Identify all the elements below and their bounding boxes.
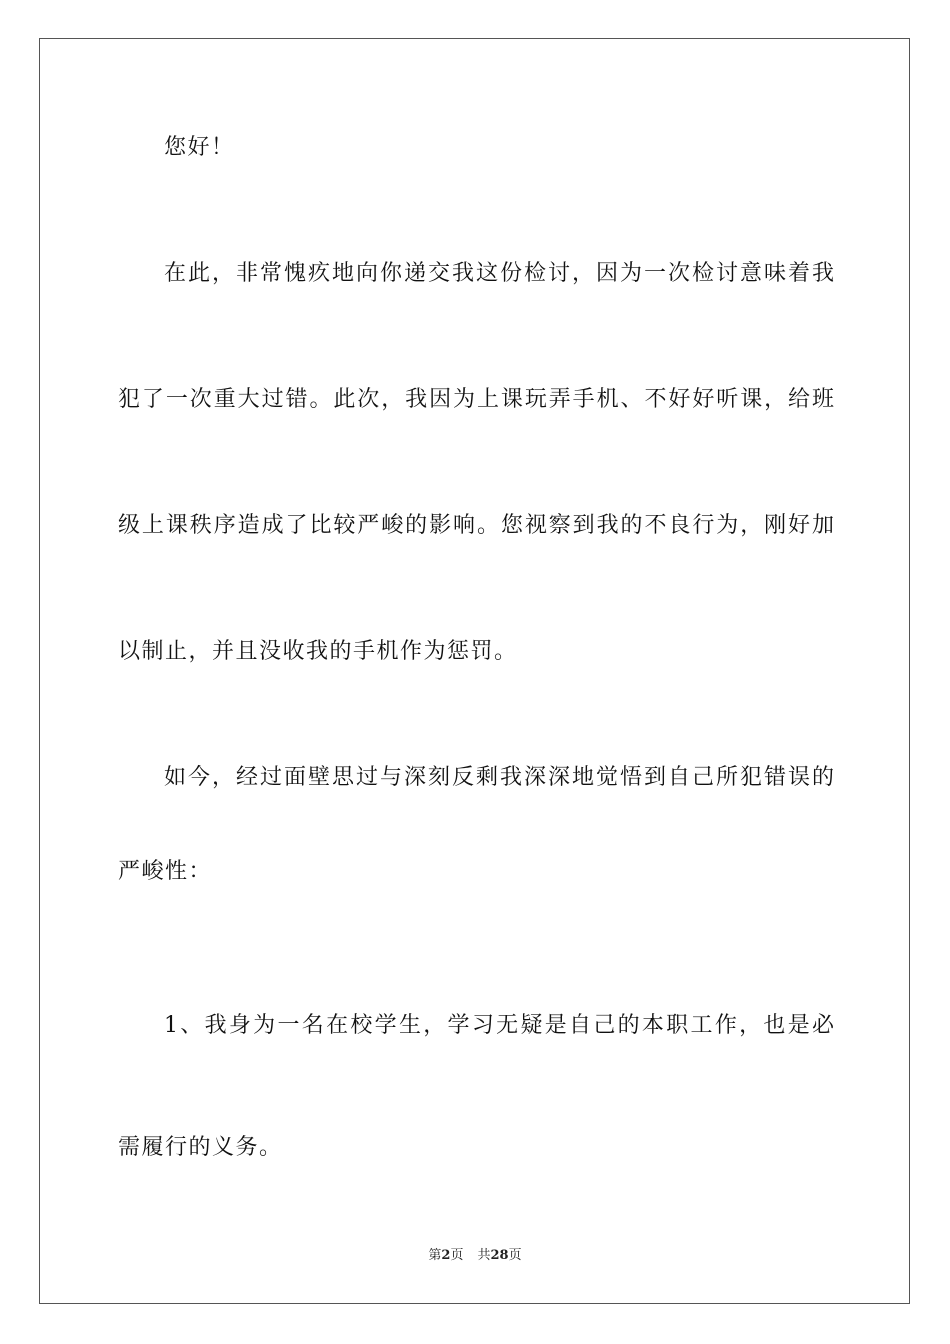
body-line-5: 如今，经过面壁思过与深刻反剩我深深地觉悟到自己所犯错误的 bbox=[164, 765, 834, 790]
footer-total-suffix: 页 bbox=[508, 1248, 522, 1263]
footer-page-prefix: 第 bbox=[428, 1248, 442, 1263]
greeting-line: 您好！ bbox=[164, 135, 235, 160]
page-frame bbox=[39, 38, 910, 1304]
body-line-6: 严峻性： bbox=[118, 859, 213, 884]
body-line-8: 需履行的义务。 bbox=[118, 1135, 283, 1160]
body-line-4: 以制止，并且没收我的手机作为惩罚。 bbox=[118, 639, 518, 664]
page-footer bbox=[0, 1247, 950, 1265]
body-line-3: 级上课秩序造成了比较严峻的影响。您视察到我的不良行为，刚好加 bbox=[118, 513, 834, 538]
footer-page-suffix: 页 bbox=[450, 1248, 464, 1263]
body-line-7: 1、我身为一名在校学生，学习无疑是自己的本职工作，也是必 bbox=[164, 1013, 834, 1038]
body-line-1: 在此，非常愧疚地向你递交我这份检讨，因为一次检讨意味着我 bbox=[164, 261, 834, 286]
body-line-2: 犯了一次重大过错。此次，我因为上课玩弄手机、不好好听课，给班 bbox=[118, 387, 834, 412]
footer-total-prefix: 共 bbox=[477, 1248, 491, 1263]
footer-total-pages: 28 bbox=[490, 1248, 509, 1263]
footer-page-number: 2 bbox=[441, 1248, 451, 1263]
